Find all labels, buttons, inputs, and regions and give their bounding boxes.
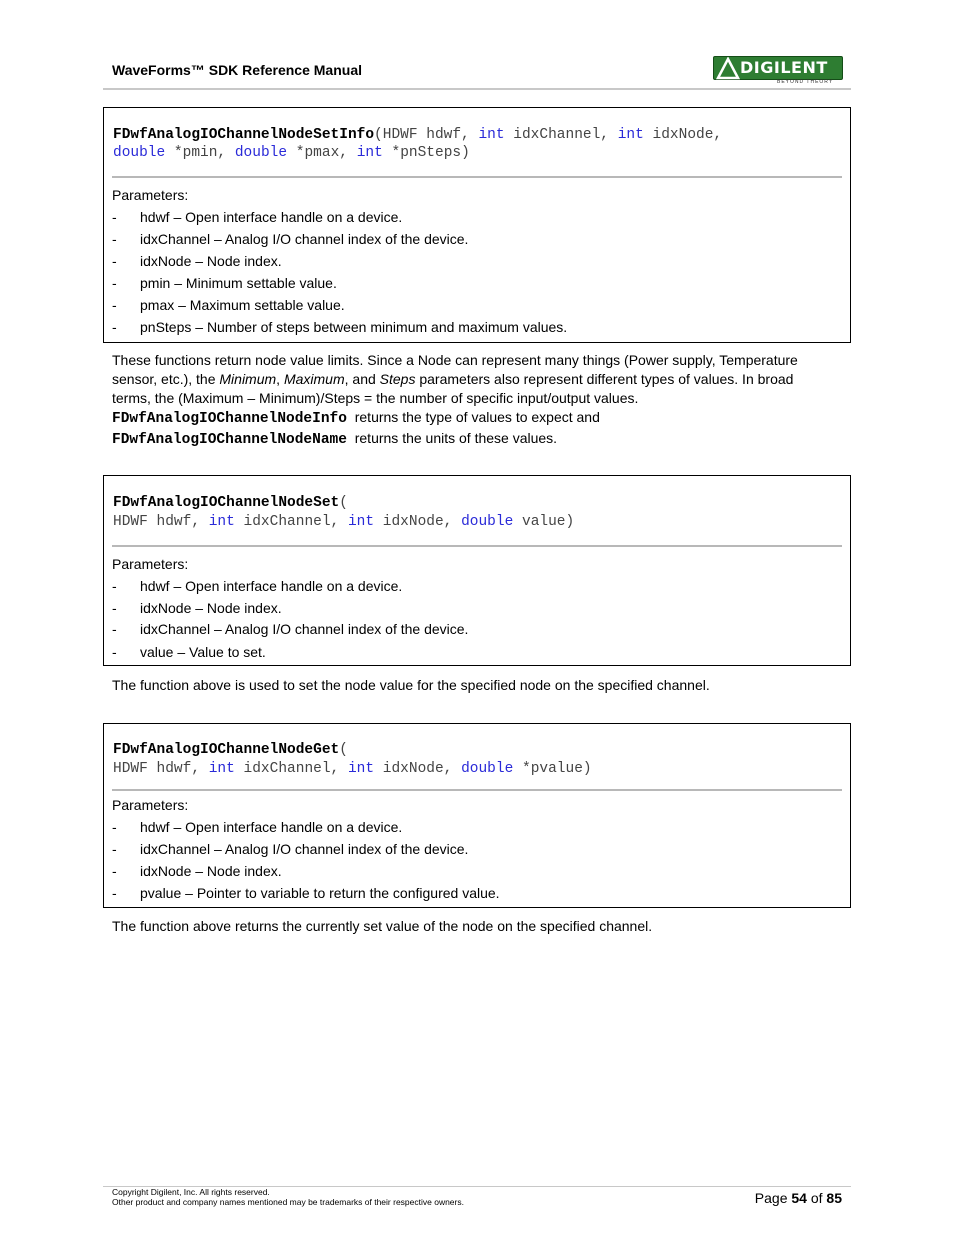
trademark-text: Other product and company names mentioned may be trademarks of their respective owners. (112, 1197, 464, 1207)
digilent-logo (713, 56, 843, 84)
manual-title: WaveForms™ SDK Reference Manual (112, 62, 362, 78)
sig-text: idxNode, (374, 514, 462, 530)
function-name: FDwfAnalogIOChannelNodeGet (113, 742, 340, 758)
param-item (112, 275, 832, 295)
separator (112, 789, 842, 791)
separator (112, 545, 842, 547)
logo-badge (713, 56, 843, 80)
para-line (112, 408, 832, 429)
para-line (112, 370, 832, 389)
bullet-dash: - (112, 253, 117, 269)
function-block-setinfo (103, 107, 851, 343)
sig-text: HDWF hdwf, (113, 761, 209, 777)
param-text: idxNode – Node index. (140, 863, 282, 879)
signature-line-1 (113, 126, 722, 144)
function-block-set (103, 475, 851, 666)
param-text: pmin – Minimum settable value. (140, 275, 337, 291)
bullet-dash: - (112, 621, 117, 637)
para-text: returns the type of values to expect and (346, 409, 600, 425)
para-text: , and (344, 371, 380, 387)
para-line: terms, the (Maximum – Minimum)/Steps = the number of specific input/output values. (112, 390, 639, 406)
sig-keyword: int (478, 127, 505, 143)
sig-text: idxChannel, (504, 127, 618, 143)
sig-text: *pmax, (287, 145, 357, 161)
sig-keyword: int (356, 145, 383, 161)
para-line: These functions return node value limits. Since a Node can represent many things (Power supply, Temperature (112, 352, 798, 368)
sig-text: (HDWF hdwf, (374, 127, 479, 143)
param-text: idxChannel – Analog I/O channel index of the device. (140, 841, 469, 857)
page-number (755, 1190, 842, 1206)
param-item (112, 841, 832, 861)
sig-text: ( (339, 742, 348, 758)
logo-text: DIGILENT (740, 58, 828, 77)
sig-text: HDWF hdwf, (113, 514, 209, 530)
param-text: hdwf – Open interface handle on a device. (140, 578, 403, 594)
para-text: , (276, 371, 284, 387)
signature-line-1 (113, 494, 348, 512)
para-italic: Steps (379, 371, 416, 387)
function-name: FDwfAnalogIOChannelNodeSetInfo (113, 127, 375, 143)
bullet-dash: - (112, 209, 117, 225)
page-footer (103, 1186, 851, 1207)
total-pages: 85 (826, 1190, 842, 1206)
sig-keyword: int (617, 127, 644, 143)
param-text: idxNode – Node index. (140, 253, 282, 269)
sig-keyword: double (234, 145, 288, 161)
param-item (112, 578, 832, 598)
sig-text: ( (339, 495, 348, 511)
bullet-dash: - (112, 578, 117, 594)
signature-line-2 (113, 144, 470, 162)
bullet-dash: - (112, 863, 117, 879)
sig-text: *pmin, (165, 145, 235, 161)
sig-text: idxChannel, (234, 514, 348, 530)
sig-keyword: int (347, 514, 375, 530)
bullet-dash: - (112, 819, 117, 835)
para-italic: Maximum (283, 371, 345, 387)
param-text: hdwf – Open interface handle on a device. (140, 209, 403, 225)
page-of: of (806, 1190, 827, 1206)
bullet-dash: - (112, 600, 117, 616)
bullet-dash: - (112, 231, 117, 247)
bullet-dash: - (112, 885, 117, 901)
sig-text: *pvalue) (513, 761, 592, 777)
param-text: pmax – Maximum settable value. (140, 297, 345, 313)
param-item (112, 885, 832, 905)
para-text: parameters also represent different types of values. In broad (415, 371, 794, 387)
param-item (112, 231, 832, 251)
bullet-dash: - (112, 275, 117, 291)
param-text: pvalue – Pointer to variable to return the configured value. (140, 885, 500, 901)
current-page: 54 (791, 1190, 807, 1206)
logo-triangle-icon (716, 57, 740, 81)
sig-text: *pnSteps) (382, 145, 470, 161)
sig-keyword: int (208, 761, 235, 777)
sig-keyword: double (461, 514, 514, 530)
parameters-label: Parameters: (112, 187, 189, 203)
bullet-dash: - (112, 644, 117, 660)
description-paragraph-1 (112, 351, 832, 450)
bullet-dash: - (112, 319, 117, 335)
separator (112, 176, 842, 178)
para-text: returns the units of these values. (346, 430, 558, 446)
param-item (112, 297, 832, 317)
param-text: idxChannel – Analog I/O channel index of the device. (140, 621, 469, 637)
sig-text: idxNode, (643, 127, 723, 143)
sig-keyword: int (208, 514, 235, 530)
sig-text: value) (513, 514, 575, 530)
param-text: idxNode – Node index. (140, 600, 282, 616)
inline-function-name: FDwfAnalogIOChannelNodeName (112, 432, 347, 448)
function-name: FDwfAnalogIOChannelNodeSet (113, 495, 340, 511)
param-item (112, 209, 832, 229)
bullet-dash: - (112, 297, 117, 313)
param-item (112, 621, 832, 641)
page-header (103, 54, 851, 90)
parameters-label: Parameters: (112, 556, 189, 572)
sig-keyword: double (113, 145, 166, 161)
param-item (112, 644, 832, 664)
param-item (112, 600, 832, 620)
logo-tagline: BEYOND THEORY (777, 79, 834, 85)
para-text: sensor, etc.), the (112, 371, 220, 387)
param-item (112, 319, 832, 339)
param-item (112, 819, 832, 839)
param-text: value – Value to set. (140, 644, 266, 660)
sig-text: idxNode, (374, 761, 462, 777)
bullet-dash: - (112, 841, 117, 857)
param-text: hdwf – Open interface handle on a device. (140, 819, 403, 835)
param-item (112, 253, 832, 273)
param-text: idxChannel – Analog I/O channel index of the device. (140, 231, 469, 247)
para-italic: Minimum (219, 371, 277, 387)
function-block-get (103, 723, 851, 908)
copyright-text: Copyright Digilent, Inc. All rights reserved. (112, 1187, 270, 1197)
param-text: pnSteps – Number of steps between minimum and maximum values. (140, 319, 568, 335)
page-prefix: Page (754, 1190, 792, 1206)
description-paragraph-3: The function above returns the currently set value of the node on the specified channel. (112, 918, 653, 934)
inline-function-name: FDwfAnalogIOChannelNodeInfo (112, 411, 347, 427)
signature-line-2 (113, 760, 592, 778)
signature-line-2 (113, 513, 574, 531)
signature-line-1 (113, 741, 348, 759)
parameters-label: Parameters: (112, 797, 189, 813)
sig-text: idxChannel, (234, 761, 348, 777)
sig-keyword: double (461, 761, 514, 777)
para-line (112, 429, 832, 450)
param-item (112, 863, 832, 883)
description-paragraph-2: The function above is used to set the node value for the specified node on the specified channel. (112, 677, 710, 693)
sig-keyword: int (347, 761, 375, 777)
